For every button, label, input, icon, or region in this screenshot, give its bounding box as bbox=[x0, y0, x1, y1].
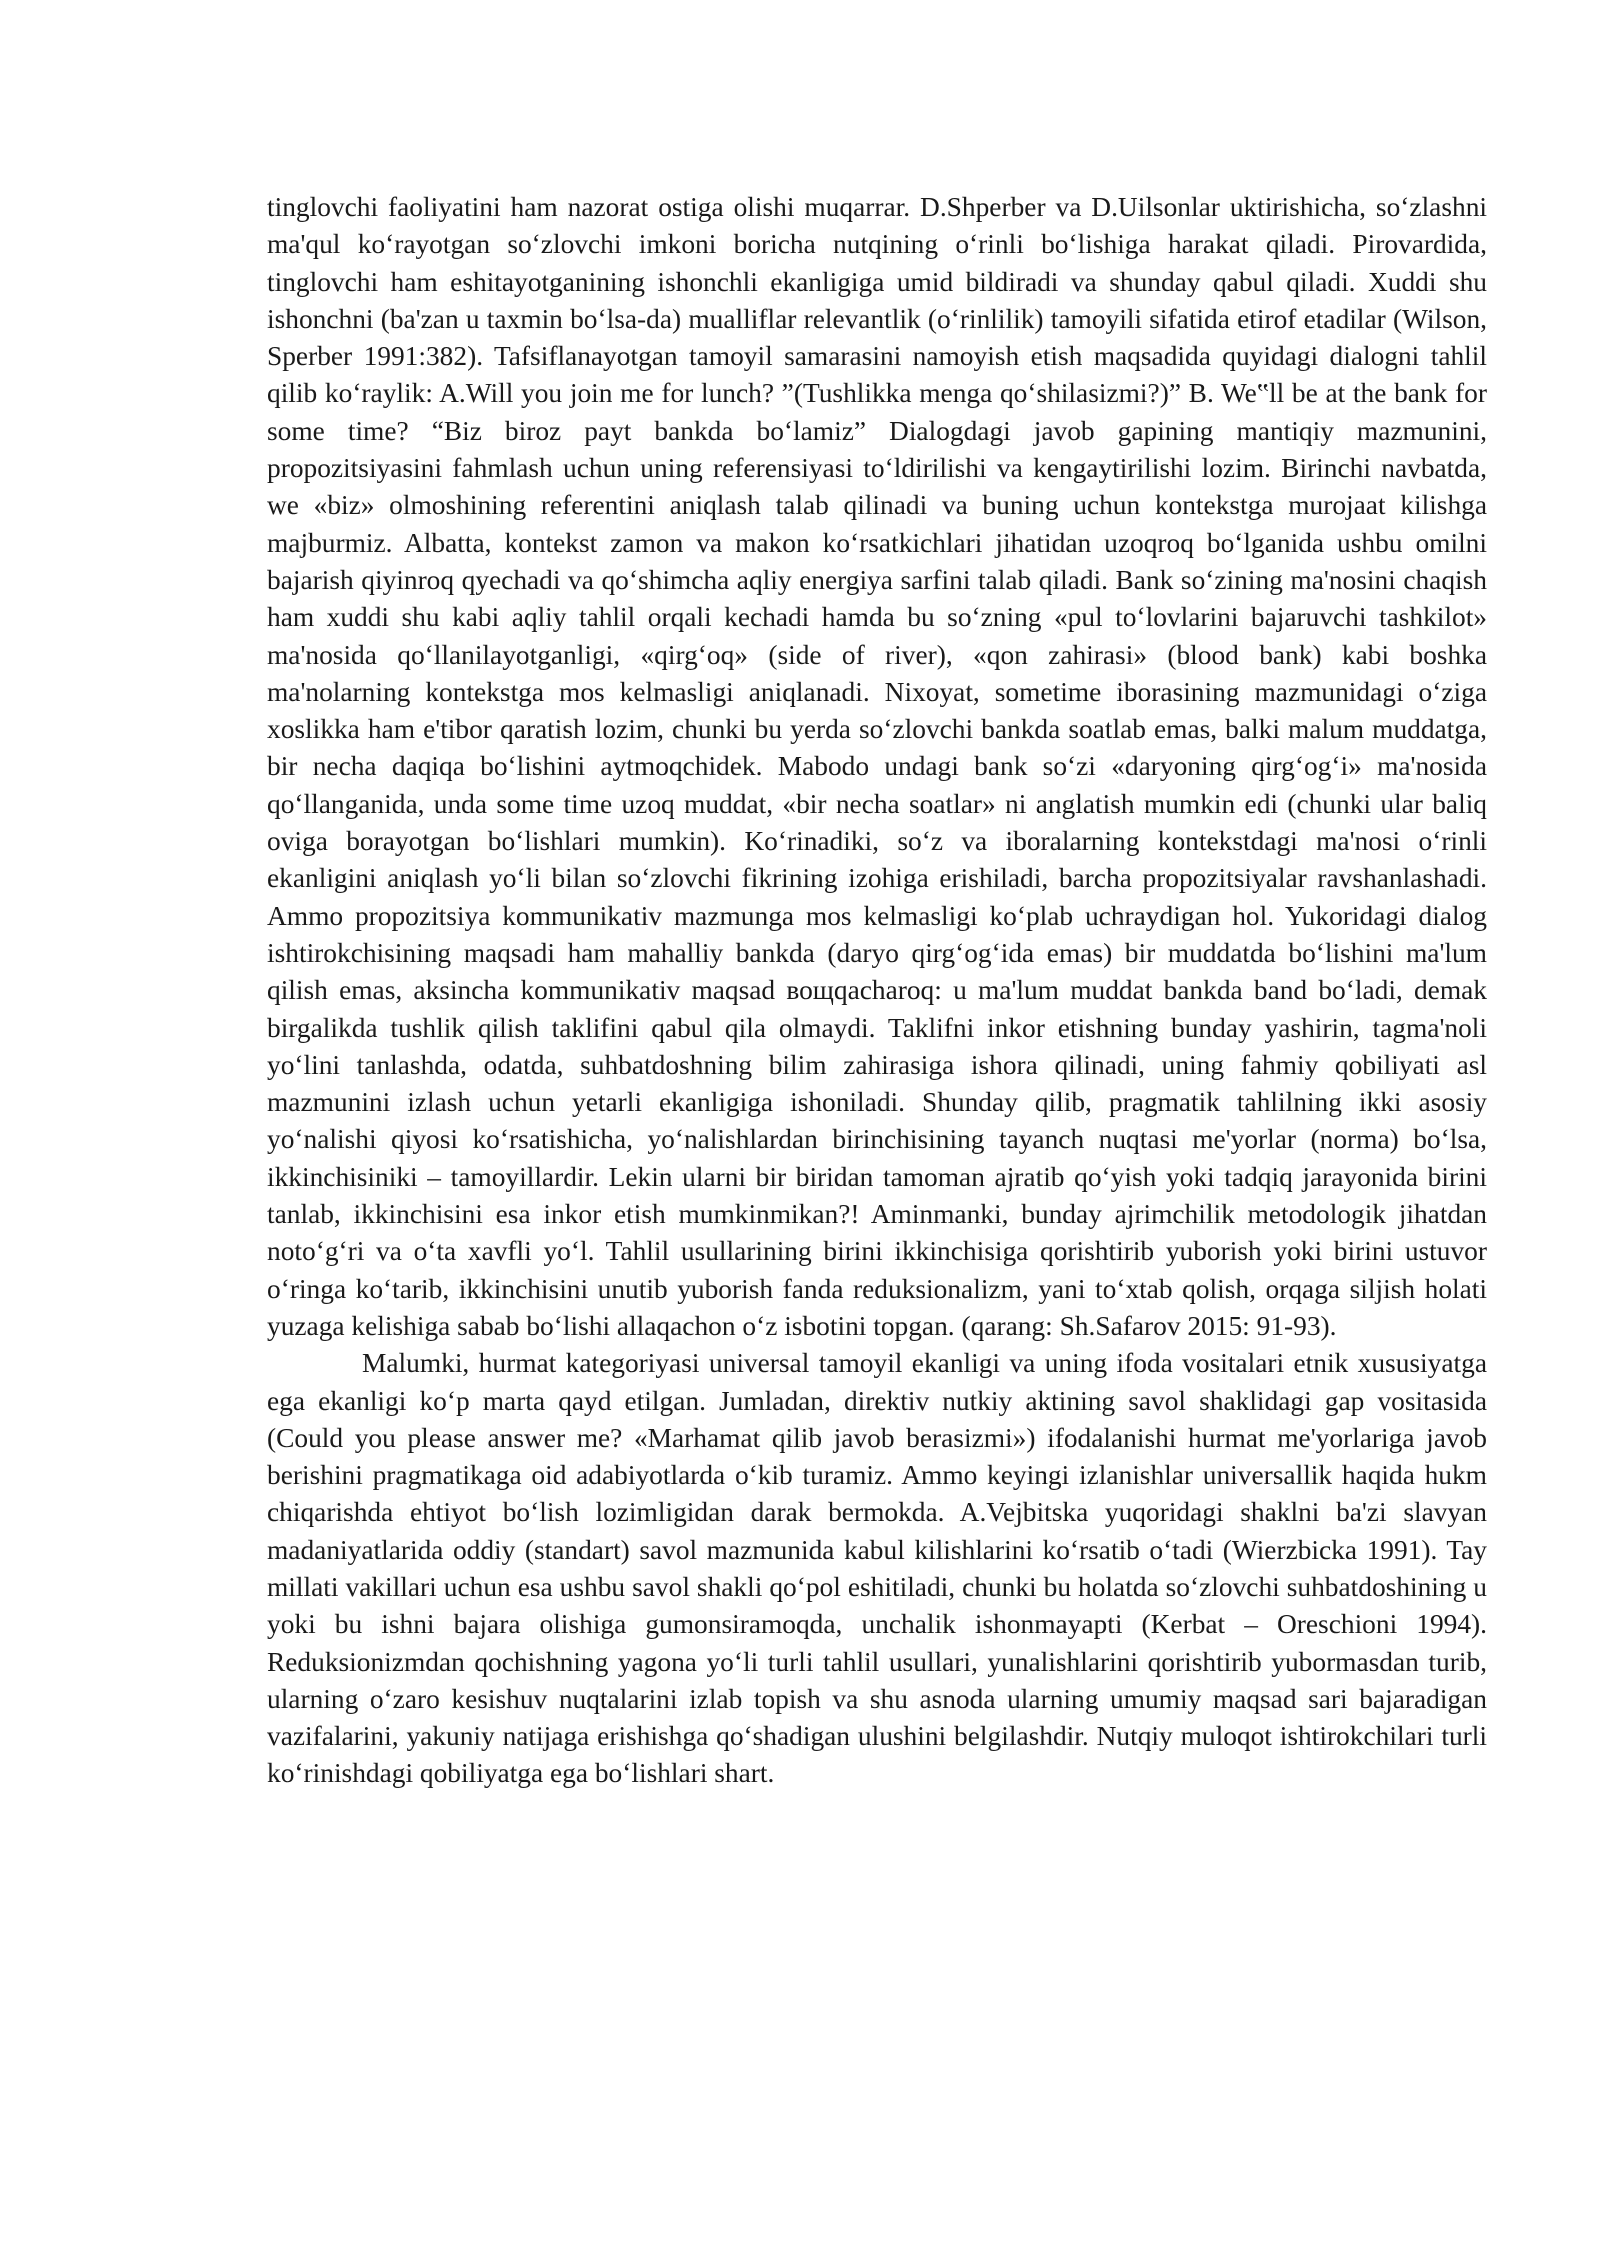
body-text bbox=[267, 189, 1487, 1793]
paragraph-1: tinglovchi faoliyatini ham nazorat ostiga olishi muqarrar. D.Shperber va D.Uilsonlar uktirishicha, so‘zlashni ma'qul ko‘rayotgan so‘zlovchi imkoni boricha nutqining o‘rinli bo‘lishiga harakat qiladi. Pirovardida, tinglovchi ham eshitayotganining ishonchli ekanligiga umid bildiradi va shunday qabul qiladi. Xuddi shu ishonchni (ba'zan u taxmin bo‘lsa-da) mualliflar relevantlik (o‘rinlilik) tamoyili sifatida etirof etadilar (Wilson, Sperber 1991:382). Tafsiflanayotgan tamoyil samarasini namoyish etish maqsadida quyidagi dialogni tahlil qilib ko‘raylik: A.Will you join me for lunch? ”(Tushlikka menga qo‘shilasizmi?)” B. We‟ll be at the bank for some time? “Biz biroz payt bankda bo‘lamiz” Dialogdagi javob gapining mantiqiy mazmunini, propozitsiyasini fahmlash uchun uning referensiyasi to‘ldirilishi va kengaytirilishi lozim. Birinchi navbatda, we «biz» olmoshining referentini aniqlash talab qilinadi va buning uchun kontekstga murojaat kilishga majburmiz. Albatta, kontekst zamon va makon ko‘rsatkichlari jihatidan uzoqroq bo‘lganida ushbu omilni bajarish qiyinroq qyechadi va qo‘shimcha aqliy energiya sarfini talab qiladi. Bank so‘zining ma'nosini chaqish ham xuddi shu kabi aqliy tahlil orqali kechadi hamda bu so‘zning «pul to‘lovlarini bajaruvchi tashkilot» ma'nosida qo‘llanilayotganligi, «qirg‘oq» (side of river), «qon zahirasi» (blood bank) kabi boshka ma'nolarning kontekstga mos kelmasligi aniqlanadi. Nixoyat, sometime iborasining mazmunidagi o‘ziga xoslikka ham e'tibor qaratish lozim, chunki bu yerda so‘zlovchi bankda soatlab emas, balki malum muddatga, bir necha daqiqa bo‘lishini aytmoqchidek. Mabodo undagi bank so‘zi «daryoning qirg‘og‘i» ma'nosida qo‘llanganida, unda some time uzoq muddat, «bir necha soatlar» ni anglatish mumkin edi (chunki ular baliq oviga borayotgan bo‘lishlari mumkin). Ko‘rinadiki, so‘z va iboralarning kontekstdagi ma'nosi o‘rinli ekanligini aniqlash yo‘li bilan so‘zlovchi fikrining izohiga erishiladi, barcha propozitsiyalar ravshanlashadi. Ammo propozitsiya kommunikativ mazmunga mos kelmasligi ko‘plab uchraydigan hol. Yukoridagi dialog ishtirokchisining maqsadi ham mahalliy bankda (daryo qirg‘og‘ida emas) bir muddatda bo‘lishini ma'lum qilish emas, aksincha kommunikativ maqsad вощqacharoq: u ma'lum muddat bankda band bo‘ladi, demak birgalikda tushlik qilish taklifini qabul qila olmaydi. Taklifni inkor etishning bunday yashirin, tagma'noli yo‘lini tanlashda, odatda, suhbatdoshning bilim zahirasiga ishora qilinadi, uning fahmiy qobiliyati asl mazmunini izlash uchun yetarli ekanligiga ishoniladi. Shunday qilib, pragmatik tahlilning ikki asosiy yo‘nalishi qiyosi ko‘rsatishicha, yo‘nalishlardan birinchisining tayanch nuqtasi me'yorlar (norma) bo‘lsa, ikkinchisiniki – tamoyillardir. Lekin ularni bir biridan tamoman ajratib qo‘yish yoki tadqiq jarayonida birini tanlab, ikkinchisini esa inkor etish mumkinmikan?! Aminmanki, bunday ajrimchilik metodologik jihatdan noto‘g‘ri va o‘ta xavfli yo‘l. Tahlil usullarining birini ikkinchisiga qorishtirib yuborish yoki birini ustuvor o‘ringa ko‘tarib, ikkinchisini unutib yuborish fanda reduksionalizm, yani to‘xtab qolish, orqaga siljish holati yuzaga kelishiga sabab bo‘lishi allaqachon o‘z isbotini topgan. (qarang: Sh.Safarov 2015: 91-93). bbox=[267, 192, 1487, 1341]
paragraph-2: Malumki, hurmat kategoriyasi universal tamoyil ekanligi va uning ifoda vositalari etnik xususiyatga ega ekanligi ko‘p marta qayd etilgan. Jumladan, direktiv nutkiy aktining savol shaklidagi gap vositasida (Could you please answer me? «Marhamat qilib javob berasizmi») ifodalanishi hurmat me'yorlariga javob berishini pragmatikaga oid adabiyotlarda o‘kib turamiz. Ammo keyingi izlanishlar universallik haqida hukm chiqarishda ehtiyot bo‘lish lozimligidan darak bermokda. A.Vejbitska yuqoridagi shaklni ba'zi slavyan madaniyatlarida oddiy (standart) savol mazmunida kabul kilishlarini ko‘rsatib o‘tadi (Wierzbicka 1991). Tay millati vakillari uchun esa ushbu savol shakli qo‘pol eshitiladi, chunki bu holatda so‘zlovchi suhbatdoshining u yoki bu ishni bajara olishiga gumonsiramoqda, unchalik ishonmayapti (Kerbat – Oreschioni 1994). Reduksionizmdan qochishning yagona yo‘li turli tahlil usullari, yunalishlarini qorishtirib yubormasdan turib, ularning o‘zaro kesishuv nuqtalarini izlab topish va shu asnoda ularning umumiy maqsad sari bajaradigan vazifalarini, yakuniy natijaga erishishga qo‘shadigan ulushini belgilashdir. Nutqiy muloqot ishtirokchilari turli ko‘rinishdagi qobiliyatga ega bo‘lishlari shart. bbox=[267, 1348, 1487, 1789]
